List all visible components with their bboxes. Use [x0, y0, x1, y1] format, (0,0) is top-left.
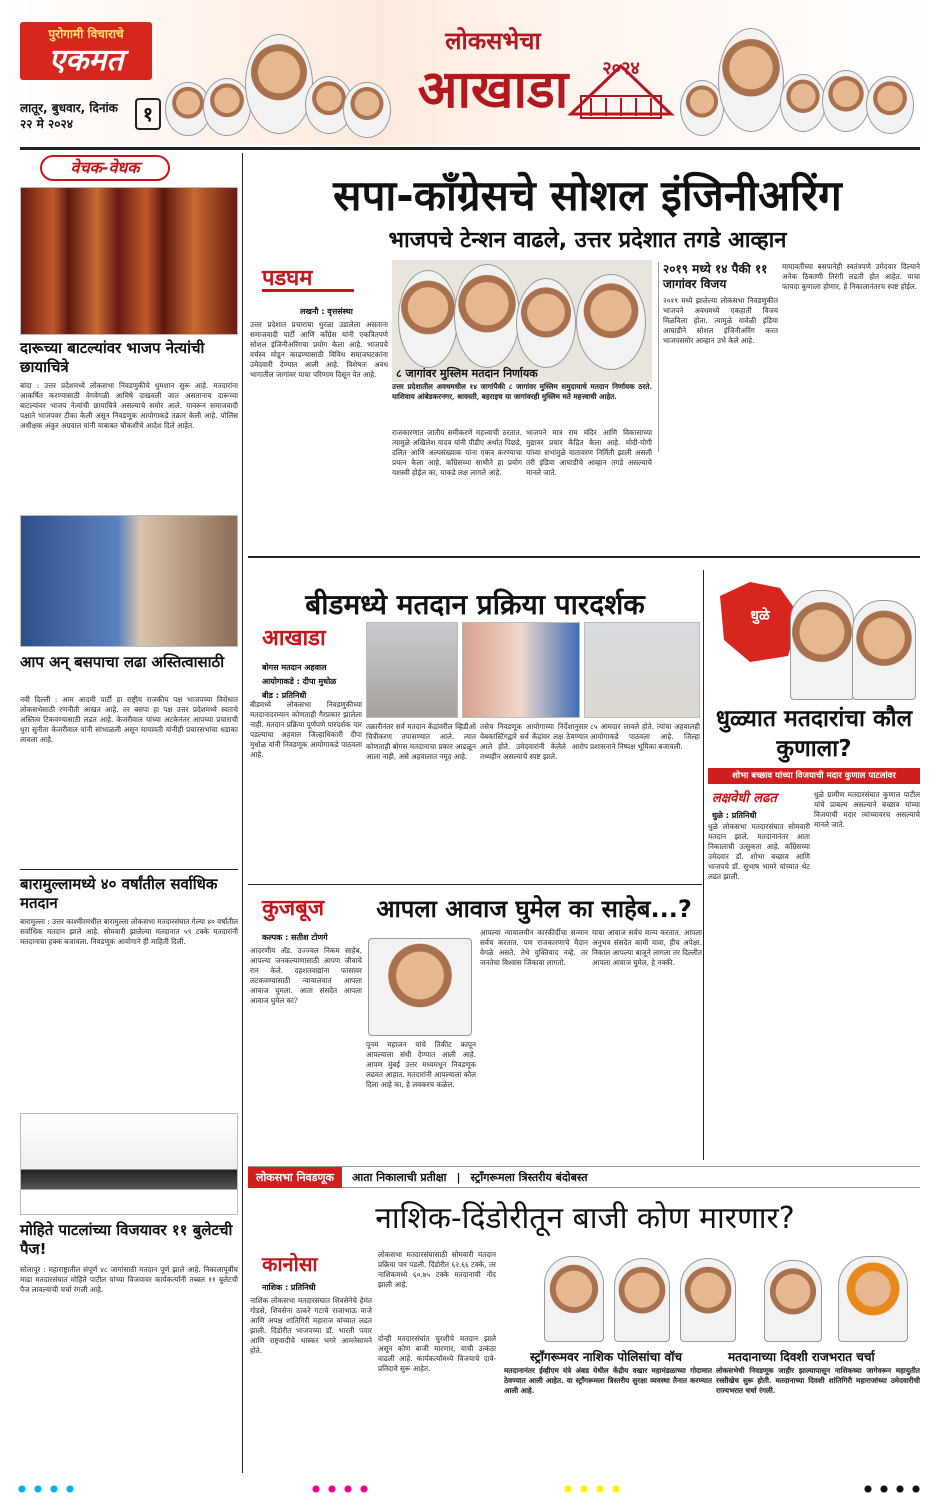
story-body: नवी दिल्ली : आम आदमी पार्टी हा राष्ट्रीय राजकीय पक्ष भाजपच्या विरोधात लोकसभेसाठी रणनीती आखत आहे. तर बसपा हा पक्ष उत्तर प्रदेशमध्ये स्वतःचे अस्तित्व टिकवण्यासाठी लढत आहे. केजरीवाल यांच्या अटकेनंतर आपच्या प्रचाराची धुरा सुनीता केजरीवाल यांनी सांभाळली असून मायावती यांनीही प्रचारसभांचा धडाका लावला आहे. [20, 695, 238, 744]
dhule-body: धुळे लोकसभा मतदारसंघात सोमवारी मतदान झाले. मतदानानंतर आता निकालाची उत्सुकता आहे. काँग्रेसच्या उमेदवार डॉ. शोभा बच्छाव आणि भाजपचे डॉ. सुभाष भामरे यांच्यात थेट लढत झाली. [708, 822, 810, 881]
kujbuj-body: याचा आवाज सर्वच मान्य करतात. आपला अनुभव संसदेत कामी यावा, हीच अपेक्षा. निकाल आपल्या बाजूने लागला तर दिल्लीत आपला आवाज घुमेल, हे नक्की. [592, 928, 702, 967]
leader-photo [680, 80, 724, 136]
lead-photo [392, 260, 652, 382]
year-label: २०२४ [602, 58, 640, 79]
nashik-body: नाशिक लोकसभा मतदारसंघात शिवसेनेचे हेमंत गोडसे, शिवसेना ठाकरे गटाचे राजाभाऊ वाजे आणि अपक्ष शांतिगिरी महाराज यांच्यात लढत झाली. दिंडोरीत भाजपच्या डॉ. भारती पवार आणि राष्ट्रवादीचे भास्कर भगरे आमनेसामने होते. [250, 1296, 372, 1355]
photo-caption: उत्तर प्रदेशातील अवधमधील १४ जागांपैकी ८ जागांवर मुस्लिम समुदायाचे मतदान निर्णायक ठरते. याशिवाय आंबेडकरनगर, श्रावस्ती, बहराइच या जागांवरही मुस्लिम मते महत्त्वाची आहेत. [392, 382, 652, 401]
brand-logo [20, 22, 152, 80]
masthead-rule [20, 147, 920, 150]
story-head: बारामुल्लामध्ये ४० वर्षांतील सर्वाधिक मतदान [20, 875, 218, 912]
series-top-title: लोकसभेचा [445, 27, 541, 55]
brand-tagline: पुरोगामी विचाराचे [48, 27, 124, 41]
section-header: वेचक-वेधक [40, 155, 170, 181]
story-head: आप अन् बसपाचा लढा अस्तित्वासाठी [20, 653, 225, 671]
byline: बीड : प्रतिनिधी [262, 691, 307, 700]
author-line: आयोगाकडे : दीपा मुधोळ [262, 677, 337, 686]
byline: लखनौ : वृत्तसंस्था [300, 307, 353, 316]
byline: धुळे : प्रतिनिधी [712, 811, 757, 820]
column-tag: आखाडा [262, 626, 326, 651]
column-tag: कानोसा [262, 1252, 318, 1276]
stat-box [658, 262, 778, 452]
ribbon-tag: लोकसभा निवडणूक [248, 1167, 342, 1188]
brand-name: एकमत [48, 43, 124, 78]
story-body: बांदा : उत्तर प्रदेशमध्ये लोकसभा निवडणुकीचे धुमशान सुरू आहे. मतदारांना आकर्षित करण्यासाठी वेगवेगळी आमिषे दाखवली जात असतानाच दारूच्या बाटल्यांवर भाजप नेत्यांची छायाचित्रे असल्याचे समोर आले. यावरून समाजवादी पक्षाने भाजपवर टीका केली असून निवडणूक आयोगाकडे तक्रार केली आहे. पोलिस अधीक्षक अंकुर अग्रवाल यांनी याबाबत चौकशीचे आदेश दिले आहेत. [20, 381, 238, 430]
leader-photo [245, 34, 313, 134]
color-dots [560, 1484, 624, 1494]
nashik-headline: नाशिक-दिंडोरीतून बाजी कोण मारणार? [375, 1201, 795, 1236]
series-main-title: आखाडा [417, 60, 569, 120]
candidate-photo [366, 622, 458, 718]
nashik-body: लोकसभा मतदारसंघासाठी सोमवारी मतदान प्रक्रिया पार पडली. दिंडोरीत ६२.६६ टक्के, तर नाशिकमध्ये ६०.७५ टक्के मतदानाची नोंद झाली आहे. [378, 1250, 496, 1289]
leader-photo [822, 70, 870, 132]
leader-photo [398, 270, 458, 368]
dhule-strap: शोभा बच्छाव यांच्या विजयाची मदार कुणाल पाटलांवर [708, 768, 920, 784]
leader-photo [516, 278, 576, 368]
beed-body: तसेच निवडणूक आयोगाच्या निर्देशानुसार वेबकास्टिंगद्वारे सर्व केंद्रांवर लक्ष ठेवण्यात आले होते. उमेदवारांनी केलेले आरोप तथ्यहीन असल्याचे स्पष्ट झाले. [480, 722, 588, 761]
lead-body: उत्तर प्रदेशात प्रचाराचा धुरळा उडालेला असताना समाजवादी पार्टी आणि काँग्रेस यांनी एकत्रितपणे सोशल इंजिनीअरिंगचा प्रयोग केला आहे. भाजपचे वर्चस्व मोडून काढण्यासाठी विविध समाजघटकांना उमेदवारी देण्यात आली आहे. विशेषतः अवध भागातील जागांवर याचा परिणाम दिसून येत आहे. [250, 320, 388, 379]
nashik-box-title: मतदानाच्या दिवशी राजभरात चर्चा [728, 1350, 875, 1364]
leader-photo [454, 264, 520, 368]
leader-photos-left [165, 30, 395, 145]
column-tag: कुजबूज [262, 896, 325, 921]
leader-photo [576, 274, 646, 370]
candidate-photo [680, 1258, 736, 1342]
column-divider [242, 153, 243, 1473]
lead-body: राजकारणात जातीय समीकरणे महत्त्वाची ठरतात. त्यामुळे अखिलेश यादव यांनी पीडीए अर्थात पिछडे, दलित आणि अल्पसंख्याक यांना एकत्र करण्याचा प्रयत्न केला आहे. काँग्रेसच्या साथीने हा प्रयोग यशस्वी होईल का, याकडे लक्ष लागले आहे. [392, 428, 522, 477]
beed-body: बीडमध्ये लोकसभा निवडणुकीच्या मतदानादरम्यान कोणताही गैरप्रकार झालेला नाही. मतदान प्रक्रिया पूर्णपणे पारदर्शक पार पडल्याचा अहवाल जिल्हाधिकारी दीपा मुधोळ यांनी निवडणूक आयोगाकडे पाठवला आहे. [250, 700, 362, 759]
lead-headline: सपा-काँग्रेसचे सोशल इंजिनीअरिंग [333, 171, 842, 220]
candidate-photo [838, 1256, 908, 1342]
column-tag: पडघम [262, 262, 354, 292]
column-subtitle: बोगस मतदान अहवाल [262, 663, 327, 672]
author-line: कल्पक : सतीश टोणगे [262, 933, 328, 942]
stat-box-body: २०१९ मध्ये झालेल्या लोकसभा निवडणुकीत भाजपने अवधमध्ये एकहाती विजय मिळविला होता. त्यामुळे यावेळी इंडिया आघाडीने सोशल इंजिनीअरिंग करत भाजपसमोर आव्हान उभे केले आहे. [663, 296, 778, 345]
candidate-photo [462, 622, 580, 718]
map-label: धुळे [750, 608, 770, 624]
candidate-photos [500, 1250, 920, 1346]
nashik-box-body: मतदानानंतर ईव्हीएम यंत्रे अंबड येथील केंद्रीय वखार महामंडळाच्या गोदामात ठेवण्यात आली आहेत. या स्ट्राँगरूमला त्रिस्तरीय सुरक्षा व्यवस्था तैनात करण्यात आली आहे. [504, 1366, 712, 1395]
story-head: मोहिते पाटलांच्या विजयावर ११ बुलेटची पैज! [20, 1221, 233, 1258]
photo-caption-title: ८ जागांवर मुस्लिम मतदान निर्णायक [396, 367, 538, 380]
lead-body: भाजपने मात्र राम मंदिर आणि विकासाच्या मुद्यावर प्रचार केंद्रित केला आहे. मोदी-योगी यांच्या सभांमुळे वातावरण निर्मिती झाली असली तरी इंडिया आघाडीचे आव्हान तगडे असल्याचे मानले जाते. [526, 428, 652, 477]
nashik-box-title: स्ट्राँगरूमवर नाशिक पोलिसांचा वॉच [530, 1350, 682, 1364]
color-dots [860, 1484, 924, 1494]
leaders-photo [20, 515, 238, 647]
columnist-photo [368, 938, 472, 1036]
story-body: सोलापूर : महाराष्ट्रातील संपूर्ण ४८ जागांसाठी मतदान पूर्ण झाले आहे. निकालापूर्वीच माढा मतदारसंघात मोहिते पाटील यांच्या विजयावर कार्यकर्त्यांनी तब्बल ११ बुलेटची पैज लावल्याची चर्चा रंगली आहे. [20, 1265, 238, 1294]
lead-body: मायावतींच्या बसपानेही स्वतंत्रपणे उमेदवार दिल्याने अनेक ठिकाणी तिरंगी लढती होत आहेत. याचा फायदा कुणाला होणार, हे निकालानंतरच स्पष्ट होईल. [782, 262, 920, 291]
page-number: १ [135, 98, 161, 130]
news-ribbon [248, 1166, 920, 1188]
lead-subhead: भाजपचे टेन्शन वाढले, उत्तर प्रदेशात तगडे आव्हान [388, 228, 787, 253]
ribbon-separator: | [456, 1170, 461, 1184]
leader-photos-right [680, 24, 920, 145]
candidate-photo [764, 1260, 822, 1342]
candidate-photo [790, 590, 854, 700]
leader-photo [780, 74, 826, 132]
byline: नाशिक : प्रतिनिधी [262, 1283, 316, 1292]
ribbon-item: आता निकालाची प्रतीक्षा [351, 1170, 447, 1184]
color-dots [308, 1484, 372, 1494]
column-tag: लक्षवेधी लढत [712, 791, 777, 806]
divider [248, 556, 920, 558]
candidate-photo [852, 600, 916, 700]
divider [248, 884, 702, 885]
stat-box-title: २०१९ मध्ये १४ पैकी ११ जागांवर विजय [663, 262, 768, 291]
color-dots [14, 1484, 78, 1494]
story-body: बारामुल्ला : उत्तर काश्मीरमधील बारामुल्ला लोकसभा मतदारसंघात गेल्या ४० वर्षांतील सर्वाधिक मतदान झाले आहे. सोमवारी झालेल्या मतदानात ५९ टक्के मतदारांनी मतदानाचा हक्क बजावला. निवडणूक आयोगाने ही माहिती दिली. [20, 917, 238, 946]
ribbon-item: स्ट्राँगरूमला त्रिस्तरीय बंदोबस्त [470, 1170, 588, 1184]
dateline: लातूर, बुधवार, दिनांक २२ मे २०२४ [20, 101, 118, 131]
print-registration-marks [0, 1484, 945, 1496]
bullet-bike-photo [20, 1113, 238, 1215]
parliament-emblem [566, 44, 676, 124]
beed-body: तक्रारीनंतर सर्व मतदान केंद्रांवरील व्हिडीओ चित्रीकरण तपासण्यात आले. त्यात कोणताही बोगस मतदानाचा प्रकार आढळून आला नाही, असे अहवालात नमूद आहे. [366, 722, 476, 761]
beed-headline: बीडमध्ये मतदान प्रक्रिया पारदर्शक [305, 588, 645, 621]
dhule-body: धुळे ग्रामीण मतदारसंघात कुणाल पाटील यांचे प्राबल्य असल्याने बच्छाव यांच्या विजयाची मदार त्यांच्यावरच असल्याचे मानले जाते. [814, 790, 920, 829]
leader-photo [343, 82, 391, 138]
nashik-body: दोन्ही मतदारसंघांत चुरशीचे मतदान झाले असून कोण बाजी मारणार, याची उत्कंठा वाढली आहे. कार्यकर्त्यांमध्ये विजयाचे दावे-प्रतिदावे सुरू आहेत. [378, 1334, 496, 1373]
kujbuj-body: आपल्या न्यायालयीन कारकीर्दीचा सन्मान सर्वच करतात. पण राजकारणाचे मैदान वेगळे असते. तेथे युक्तिवाद नव्हे, तर जनतेचा विश्वास जिंकावा लागतो. [480, 928, 588, 967]
story-head: दारूच्या बाटल्यांवर भाजप नेत्यांची छायाचित्रे [20, 339, 205, 376]
kujbuj-body: पूनम महाजन यांचे तिकीट कापून आपल्याला संधी देण्यात आली आहे. आपण मुंबई उत्तर मध्यमधून निवडणूक लढवत आहात. मतदारांनी आपल्याला कौल दिला आहे का, हे लवकरच कळेल. [366, 1040, 476, 1089]
leader-photo [718, 28, 784, 132]
column-divider [703, 570, 704, 1160]
kujbuj-body: आदरणीय अ‍ॅड. उज्ज्वल निकम साहेब, आपल्या जनकल्याणासाठी आपण जीवाचे रान केले. दहशतवाद्यांना फासावर लटकवण्यासाठी न्यायालयात आपला आवाज घुमला. आता संसदेत आपला आवाज घुमेल का? [250, 946, 362, 1005]
liquor-bottles-photo [20, 187, 238, 335]
kujbuj-headline: आपला आवाज घुमेल का साहेब...? [376, 895, 692, 923]
dhule-headline: धुळ्यात मतदारांचा कौल कुणाला? [715, 706, 913, 762]
left-column [20, 153, 238, 1473]
leader-photo [866, 76, 914, 134]
masthead [0, 0, 945, 145]
leader-photo [203, 78, 251, 136]
candidate-photo [614, 1258, 670, 1342]
nashik-box-body: लोकसभेची निवडणूक जाहीर झाल्यापासून नाशिकच्या जागेवरून महायुतीत रस्सीखेच सुरू होती. मतदानाच्या दिवशी शांतिगिरी महाराजांच्या उमेदवारीची राज्यभरात चर्चा रंगली. [716, 1366, 920, 1395]
divider [20, 869, 238, 870]
beed-body: ८५ आमदार लावले होते. त्यांचा अहवालही आयोगाकडे पाठवला आहे. जिल्हा प्रशासनाने निष्पक्ष भूमिका बजावली. [590, 722, 700, 751]
candidate-photo [544, 1256, 604, 1342]
